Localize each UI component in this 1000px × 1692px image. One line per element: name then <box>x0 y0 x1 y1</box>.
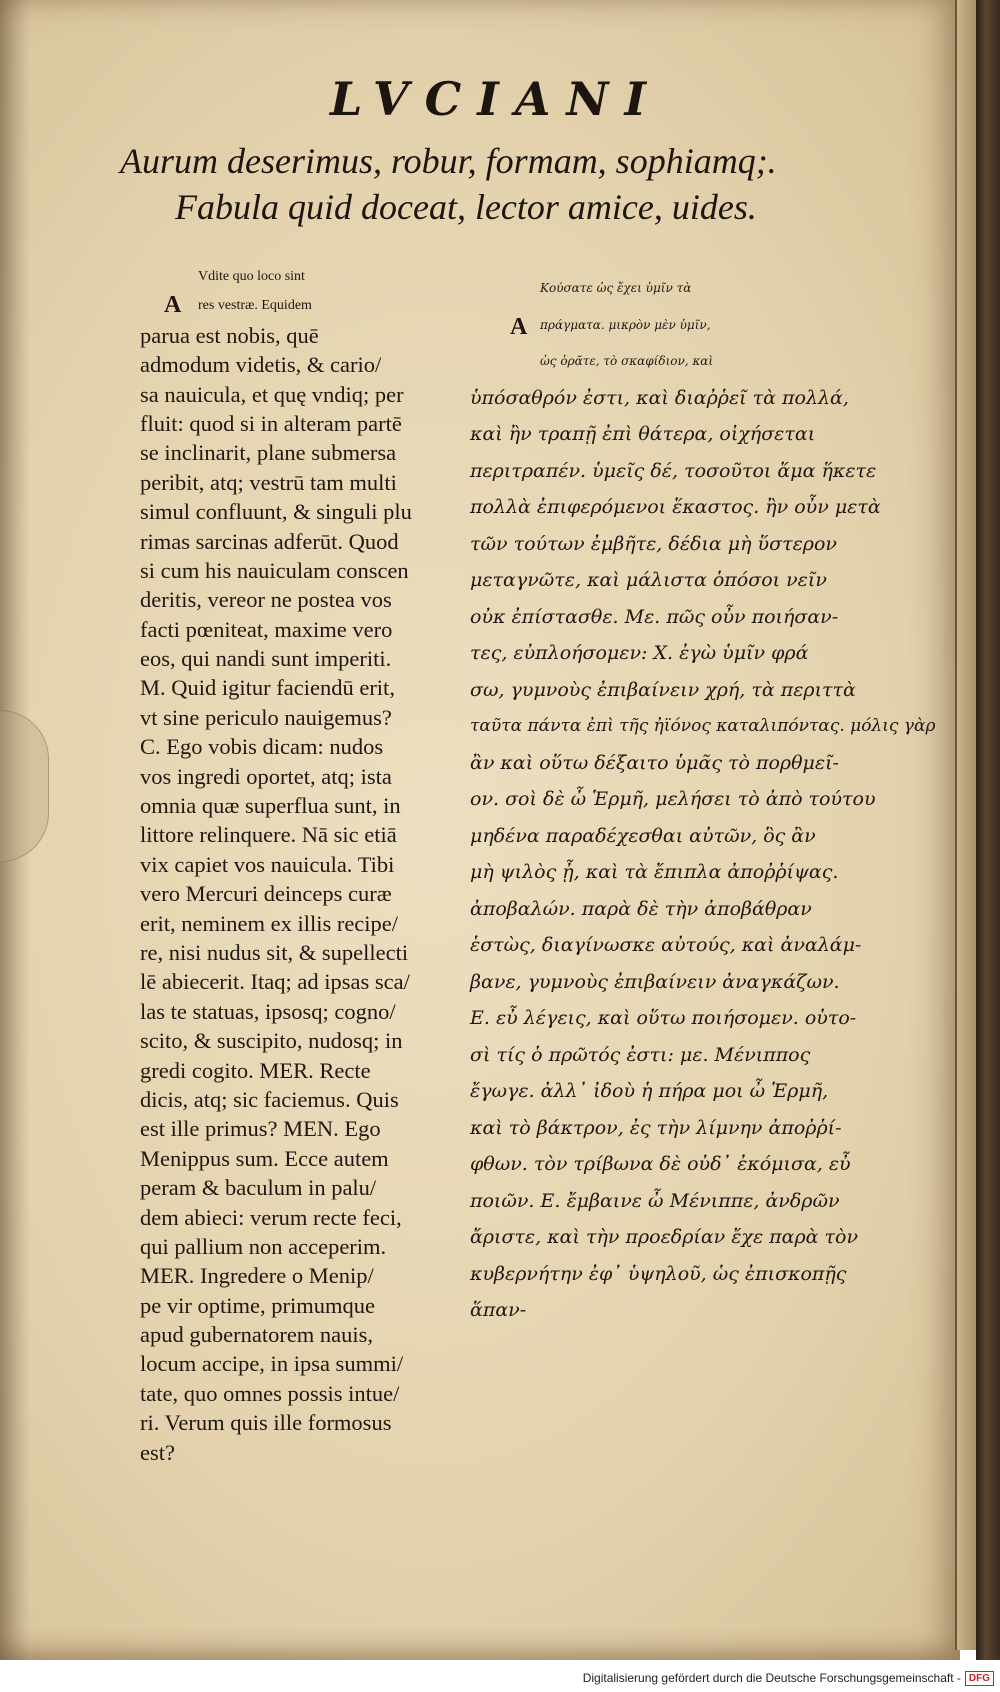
latin-text-line: erit, neminem ex illis recipe/ <box>140 910 399 936</box>
greek-text-line: φθων. τὸν τρίβωνα δὲ οὐδ᾽ ἐκόμισα, εὖ <box>470 1153 851 1175</box>
latin-text-line: simul confluunt, & singuli plu <box>140 499 412 525</box>
greek-text-line: πολλὰ ἐπιφερόμενοι ἕκαστος. ἢν οὖν μετὰ <box>470 496 881 518</box>
greek-text-line: καὶ τὸ βάκτρον, ἐς τὴν λίμνην ἀποῤῥί- <box>470 1116 842 1139</box>
latin-text-line: locum accipe, in ipsa summi/ <box>140 1351 404 1377</box>
greek-text-line: πράγματα. μικρὸν μὲν ὑμῖν, <box>540 317 711 332</box>
latin-text-line: est ille primus? MEN. Ego <box>140 1116 381 1142</box>
greek-column <box>470 270 940 1329</box>
greek-text-line: ἂν καὶ οὕτω δέξαιτο ὑμᾶς τὸ πορθμεῖ- <box>470 751 839 774</box>
greek-text-line: βανε, γυμνοὺς ἐπιβαίνειν ἀναγκάζων. <box>470 970 840 993</box>
latin-text-line: pe vir optime, primumque <box>140 1292 375 1318</box>
greek-text-line: τες, εὐπλοήσομεν: Χ. ἐγὼ ὑμῖν φρά <box>470 642 809 664</box>
latin-text-line: apud gubernatorem nauis, <box>140 1322 374 1348</box>
latin-text-line: scito, & suscipito, nudosq; in <box>140 1028 403 1054</box>
greek-text-line: ἅπαν- <box>470 1299 527 1321</box>
section-marker-greek: A <box>510 314 528 340</box>
latin-text-line: dem abieci: verum recte feci, <box>140 1204 402 1230</box>
latin-text-line: parua est nobis, quē <box>140 322 319 348</box>
greek-text-line: σω, γυμνοὺς ἐπιβαίνειν χρή, τὰ περιττὰ <box>470 678 856 701</box>
latin-text-line: C. Ego vobis dicam: nudos <box>140 734 384 760</box>
latin-text-line: dicis, atq; sic faciemus. Quis <box>140 1086 399 1112</box>
footer-credit: Digitalisierung gefördert durch die Deutsche Forschungsgemeinschaft - <box>582 1671 961 1685</box>
latin-text-line: admodum videtis, & cario/ <box>140 352 382 378</box>
greek-text-line: μὴ ψιλὸς ᾖ, καὶ τὰ ἔπιπλα ἀποῤῥίψας. <box>470 861 839 883</box>
latin-text-line: vos ingredi oportet, atq; ista <box>140 763 392 789</box>
motto-line-1: Aurum deserimus, robur, formam, sophiamq;. <box>120 141 777 181</box>
greek-text-line: περιτραπέν. ὑμεῖς δέ, τοσοῦτοι ἅμα ἥκετε <box>470 459 877 482</box>
latin-text-line: facti pœniteat, maxime vero <box>140 616 393 642</box>
latin-text-line: est? <box>140 1439 175 1465</box>
greek-text-line: ταῦτα πάντα ἐπὶ τῆς ἠϊόνος καταλιπόντας. μόλις γὰρ <box>470 716 936 736</box>
latin-text-line: littore relinquere. Nā sic etiā <box>140 822 397 848</box>
latin-text-line: Menippus sum. Ecce autem <box>140 1145 389 1171</box>
latin-text-line: omnia quæ superflua sunt, in <box>140 793 401 819</box>
greek-text-line: Ε. εὖ λέγεις, καὶ οὕτω ποιήσομεν. οὑτο- <box>470 1007 857 1029</box>
running-head: LVCIANI <box>330 72 662 126</box>
greek-text-line: τῶν τούτων ἐμβῆτε, δέδια μὴ ὕστερον <box>470 532 837 555</box>
dfg-logo-icon: DFG <box>965 1671 994 1686</box>
greek-text-line: Κούσατε ὡς ἔχει ὑμῖν τὰ <box>540 281 692 295</box>
greek-text-line: ἀποβαλών. παρὰ δὲ τὴν ἀποβάθραν <box>470 897 812 920</box>
latin-text-line: lē abiecerit. Itaq; ad ipsas sca/ <box>140 969 410 995</box>
latin-text-line: gredi cogito. MER. Recte <box>140 1057 371 1083</box>
latin-text-line: las te statuas, ipsosq; cogno/ <box>140 998 396 1024</box>
greek-text-line: ον. σοὶ δὲ ὦ Ἑρμῆ, μελήσει τὸ ἀπὸ τούτου <box>470 788 876 810</box>
greek-text-line: οὐκ ἐπίστασθε. Με. πῶς οὖν ποιήσαν- <box>470 605 839 628</box>
latin-text-line: res vestræ. Equidem <box>198 298 312 314</box>
latin-text-line: rimas sarcinas adferūt. Quod <box>140 528 399 554</box>
latin-text-line: MER. Ingredere o Menip/ <box>140 1263 374 1289</box>
latin-text-line: fluit: quod si in alteram partē <box>140 410 402 436</box>
latin-text-line: se inclinarit, plane submersa <box>140 440 397 466</box>
latin-text-line: ri. Verum quis ille formosus <box>140 1410 392 1436</box>
latin-text-line: sa nauicula, et quę vndiq; per <box>140 381 404 407</box>
latin-text-line: M. Quid igitur faciendū erit, <box>140 675 395 701</box>
latin-column <box>140 262 470 1467</box>
motto-line-2: Fabula quid doceat, lector amice, uides. <box>175 187 757 227</box>
greek-text-line: καὶ ἢν τραπῇ ἐπὶ θάτερα, οἰχήσεται <box>470 423 816 445</box>
digitization-footer <box>0 1662 1000 1692</box>
book-edge <box>976 0 1000 1660</box>
latin-text-line: peribit, atq; vestrū tam multi <box>140 469 397 495</box>
greek-text-line: ὑπόσαθρόν ἐστι, καὶ διαῤῥεῖ τὰ πολλά, <box>470 386 849 409</box>
latin-text-line: vero Mercuri deinceps curæ <box>140 881 392 907</box>
greek-text-line: σὶ τίς ὁ πρῶτός ἐστι: με. Μένιππος <box>470 1043 811 1066</box>
greek-text-line: ἑστὼς, διαγίνωσκε αὐτούς, καὶ ἀναλάμ- <box>470 934 862 956</box>
page-tab <box>0 710 49 862</box>
greek-text-line: μηδένα παραδέχεσθαι αὐτῶν, ὃς ἂν <box>470 824 816 847</box>
section-marker-latin: A <box>164 292 182 318</box>
latin-text-line: re, nisi nudus sit, & supellecti <box>140 939 409 965</box>
greek-text-line: ἔγωγε. ἀλλ᾽ ἰδοὺ ἡ πήρα μοι ὦ Ἑρμῆ, <box>470 1080 829 1102</box>
latin-text-line: vix capiet vos nauicula. Tibi <box>140 851 395 877</box>
latin-text-line: vt sine periculo nauigemus? <box>140 704 392 730</box>
latin-text-line: si cum his nauiculam conscen <box>140 557 409 583</box>
latin-text-line: qui pallium non acceperim. <box>140 1233 387 1259</box>
latin-text-line: Vdite quo loco sint <box>198 269 305 284</box>
greek-text-line: κυβερνήτην ἐφ᾽ ὑψηλοῦ, ὡς ἐπισκοπῇς <box>470 1262 847 1285</box>
greek-text-line: μεταγνῶτε, καὶ μάλιστα ὁπόσοι νεῖν <box>470 569 827 591</box>
latin-text-line: tate, quo omnes possis intue/ <box>140 1380 400 1406</box>
latin-text-line: deritis, vereor ne postea vos <box>140 587 392 613</box>
latin-text-line: peram & baculum in palu/ <box>140 1175 377 1201</box>
greek-text-line: ἄριστε, καὶ τὴν προεδρίαν ἔχε παρὰ τὸν <box>470 1226 859 1248</box>
latin-text-line: eos, qui nandi sunt imperiti. <box>140 646 392 672</box>
greek-text-line: ὡς ὁρᾶτε, τὸ σκαφίδιον, καὶ <box>540 354 714 368</box>
greek-text-line: ποιῶν. Ε. ἔμβαινε ὦ Μένιππε, ἀνδρῶν <box>470 1189 840 1212</box>
